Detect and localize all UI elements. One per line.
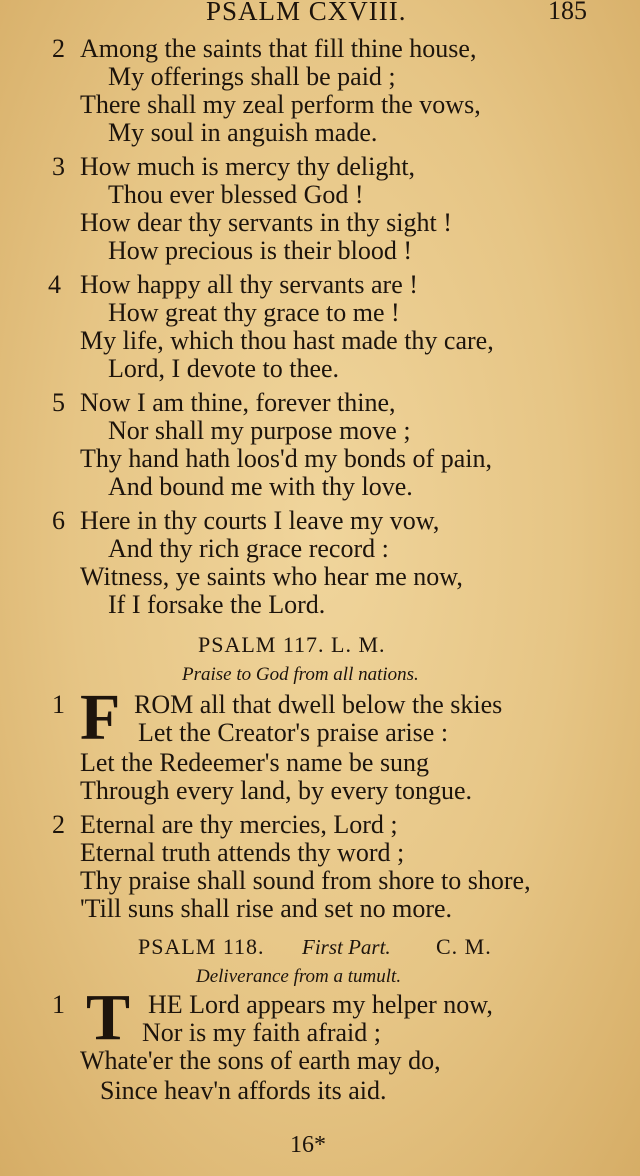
psalm-heading: PSALM 117. L. M. [198, 632, 386, 657]
verse-line: Witness, ye saints who hear me now, [80, 562, 463, 591]
verse-line: Thy praise shall sound from shore to shore, [80, 866, 531, 895]
verse-line: My offerings shall be paid ; [108, 62, 396, 91]
verse-line: How much is mercy thy delight, [80, 152, 416, 181]
verse-line: Thou ever blessed God ! [108, 180, 364, 209]
verse-number: 1 [52, 690, 65, 719]
psalm-subtitle: Deliverance from a tumult. [196, 966, 402, 987]
verse-line: Among the saints that fill thine house, [80, 34, 477, 63]
verse-line: Lord, I devote to thee. [108, 354, 340, 383]
verse-number: 1 [52, 990, 65, 1019]
verse-number: 4 [48, 270, 61, 299]
verse-line: There shall my zeal perform the vows, [80, 90, 481, 119]
verse-line: And bound me with thy love. [108, 472, 413, 501]
verse-number: 5 [52, 388, 65, 417]
psalm-part: First Part. [302, 935, 391, 959]
verse-number: 2 [52, 34, 65, 63]
verse-line: How great thy grace to me ! [108, 298, 400, 327]
running-title: PSALM CXVIII. [206, 0, 407, 26]
psalm-meter: C. M. [436, 934, 492, 959]
verse-line: Eternal are thy mercies, Lord ; [80, 810, 398, 839]
drop-cap: F [80, 681, 121, 754]
verse-line: Let the Creator's praise arise : [138, 718, 449, 747]
verse-number: 2 [52, 810, 65, 839]
signature-mark: 16* [290, 1132, 326, 1158]
drop-cap: T [86, 981, 131, 1054]
verse-line: Let the Redeemer's name be sung [80, 748, 430, 777]
verse-line: Now I am thine, forever thine, [80, 388, 396, 417]
verse-line: And thy rich grace record : [108, 534, 389, 563]
verse-line: 'Till suns shall rise and set no more. [80, 894, 453, 923]
verse-line: How dear thy servants in thy sight ! [80, 208, 452, 237]
verse-line: How precious is their blood ! [108, 236, 413, 265]
verse-line: How happy all thy servants are ! [80, 270, 418, 299]
verse-line: Whate'er the sons of earth may do, [80, 1046, 441, 1075]
verse-line: Through every land, by every tongue. [80, 776, 473, 805]
verse-line: Since heav'n affords its aid. [100, 1076, 387, 1105]
verse-line: Thy hand hath loos'd my bonds of pain, [80, 444, 492, 473]
verse-line: If I forsake the Lord. [108, 590, 326, 619]
verse-line: My soul in anguish made. [108, 118, 378, 147]
page-number: 185 [548, 0, 587, 25]
verse-line: HE Lord appears my helper now, [148, 990, 493, 1019]
page-header [0, 0, 640, 28]
verse-line: My life, which thou hast made thy care, [80, 326, 494, 355]
verse-line: Nor shall my purpose move ; [108, 416, 411, 445]
verse-number: 3 [52, 152, 65, 181]
psalm-subtitle: Praise to God from all nations. [182, 664, 419, 685]
verse-line: Here in thy courts I leave my vow, [80, 506, 440, 535]
verse-line: Nor is my faith afraid ; [142, 1018, 381, 1047]
verse-line: Eternal truth attends thy word ; [80, 838, 405, 867]
verse-number: 6 [52, 506, 65, 535]
psalm-heading: PSALM 118. [138, 934, 265, 959]
verse-line: ROM all that dwell below the skies [134, 690, 503, 719]
